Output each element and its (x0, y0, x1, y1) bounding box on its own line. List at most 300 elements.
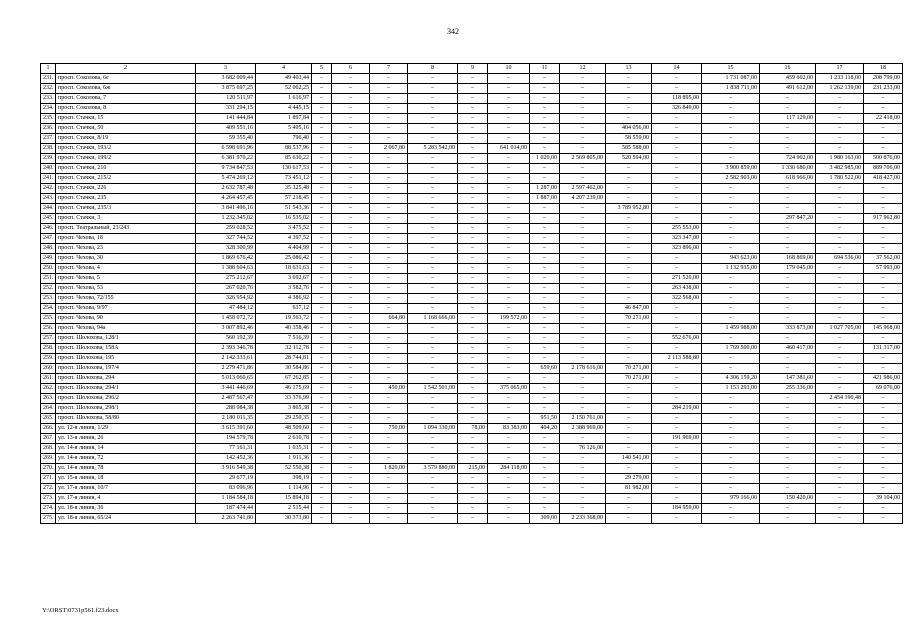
value-cell: – (606, 384, 652, 394)
address-cell: просп. Чехова, 72/155 (56, 294, 196, 304)
value-cell: – (606, 234, 652, 244)
value-cell: – (760, 134, 816, 144)
value-cell: – (370, 374, 408, 384)
value-cell: 29 279,00 (606, 474, 652, 484)
value-cell: 2 113 588,80 (652, 354, 702, 364)
row-number-cell: 231. (41, 74, 56, 84)
value-cell: 255 336,00 (760, 384, 816, 394)
value-cell: – (864, 414, 903, 424)
value-cell: – (864, 334, 903, 344)
address-cell: ул. 14-я линия, 72 (56, 454, 196, 464)
value-cell: 1 232 345,02 (196, 214, 256, 224)
value-cell: – (560, 224, 606, 234)
value-cell: – (652, 124, 702, 134)
value-cell: 29 677,19 (196, 474, 256, 484)
value-cell: – (560, 394, 606, 404)
table-row (41, 374, 903, 384)
value-cell: – (312, 494, 332, 504)
value-cell: – (816, 504, 864, 514)
value-cell: – (370, 174, 408, 184)
value-cell: – (408, 284, 458, 294)
value-cell: 917 962,80 (864, 214, 903, 224)
value-cell: – (408, 324, 458, 334)
table-row (41, 124, 903, 134)
value-cell: 37 562,00 (864, 254, 903, 264)
value-cell: – (760, 294, 816, 304)
value-cell: 724 902,00 (760, 154, 816, 164)
value-cell: – (312, 104, 332, 114)
table-row (41, 454, 903, 464)
value-cell: – (606, 174, 652, 184)
header-cell: 16 (760, 64, 816, 74)
value-cell: 1 287,00 (530, 184, 560, 194)
address-cell: просп. Чехова, 23 (56, 244, 196, 254)
value-cell: 421 986,00 (864, 374, 903, 384)
value-cell: – (760, 334, 816, 344)
header-cell: 6 (332, 64, 370, 74)
value-cell: – (760, 424, 816, 434)
value-cell: – (560, 104, 606, 114)
value-cell: – (458, 374, 488, 384)
value-cell: 979 166,00 (702, 494, 760, 504)
value-cell: – (816, 204, 864, 214)
row-number-cell: 242. (41, 184, 56, 194)
value-cell: 77 161,31 (196, 444, 256, 454)
row-number-cell: 238. (41, 144, 56, 154)
address-cell: ул. 18-я линия, 36 (56, 504, 196, 514)
value-cell: – (760, 304, 816, 314)
value-cell: – (702, 94, 760, 104)
value-cell: 2 279 471,86 (196, 364, 256, 374)
table-row (41, 434, 903, 444)
value-cell: 3 482 985,00 (816, 164, 864, 174)
value-cell: – (864, 244, 903, 254)
value-cell: – (488, 304, 530, 314)
value-cell: – (530, 284, 560, 294)
address-cell: просп. Чехова, 18 (56, 234, 196, 244)
value-cell: – (488, 194, 530, 204)
value-cell: – (370, 274, 408, 284)
value-cell: – (606, 104, 652, 114)
value-cell: – (702, 484, 760, 494)
value-cell: – (560, 494, 606, 504)
value-cell: – (606, 84, 652, 94)
value-cell: – (560, 384, 606, 394)
value-cell: – (864, 234, 903, 244)
value-cell: – (560, 74, 606, 84)
value-cell: – (652, 464, 702, 474)
value-cell: – (332, 154, 370, 164)
value-cell: – (458, 184, 488, 194)
value-cell: – (864, 204, 903, 214)
value-cell: – (370, 284, 408, 294)
value-cell: 2 515,44 (256, 504, 312, 514)
value-cell: – (370, 504, 408, 514)
value-cell: – (408, 434, 458, 444)
value-cell: – (312, 244, 332, 254)
value-cell: – (458, 344, 488, 354)
value-cell: – (864, 224, 903, 234)
row-number-cell: 266. (41, 424, 56, 434)
value-cell: – (408, 74, 458, 84)
value-cell: 326 954,92 (196, 294, 256, 304)
value-cell: 199 572,00 (488, 314, 530, 324)
value-cell: 184 959,00 (652, 504, 702, 514)
row-number-cell: 248. (41, 244, 56, 254)
value-cell: – (652, 114, 702, 124)
value-cell: – (312, 424, 332, 434)
value-cell: 4 445,15 (256, 104, 312, 114)
row-number-cell: 256. (41, 324, 56, 334)
address-cell: просп. Шолохова, 197/4 (56, 364, 196, 374)
value-cell: – (488, 444, 530, 454)
value-cell: – (530, 124, 560, 134)
value-cell: – (530, 114, 560, 124)
value-cell: 664,80 (370, 314, 408, 324)
value-cell: – (312, 174, 332, 184)
value-cell: 1 542 501,00 (408, 384, 458, 394)
value-cell: – (816, 104, 864, 114)
value-cell: – (864, 104, 903, 114)
row-number-cell: 259. (41, 354, 56, 364)
value-cell: – (488, 334, 530, 344)
value-cell: – (458, 144, 488, 154)
value-cell: 404 056,00 (606, 124, 652, 134)
value-cell: – (408, 304, 458, 314)
value-cell: – (652, 214, 702, 224)
value-cell: – (488, 504, 530, 514)
value-cell: 275 212,67 (196, 274, 256, 284)
file-path-footer: Y:\ORST\0731p561.f23.docx (42, 607, 119, 614)
value-cell: 1 887,00 (530, 194, 560, 204)
value-cell: 117 129,00 (760, 114, 816, 124)
value-cell: – (560, 204, 606, 214)
value-cell: – (408, 124, 458, 134)
value-cell: – (816, 244, 864, 254)
value-cell: – (560, 244, 606, 254)
address-cell: просп. Театральный, 23/243 (56, 224, 196, 234)
value-cell: 4 264 457,45 (196, 194, 256, 204)
address-cell: просп. Стачки, 193/2 (56, 144, 196, 154)
value-cell: 327 744,52 (196, 234, 256, 244)
value-cell: – (760, 124, 816, 134)
value-cell: – (312, 314, 332, 324)
value-cell: – (864, 424, 903, 434)
value-cell: – (760, 194, 816, 204)
value-cell: 259 028,52 (196, 224, 256, 234)
value-cell: – (816, 484, 864, 494)
value-cell: – (530, 294, 560, 304)
value-cell: – (530, 434, 560, 444)
value-cell: – (332, 264, 370, 274)
value-cell: 1 114,96 (256, 484, 312, 494)
row-number-cell: 246. (41, 224, 56, 234)
value-cell: 255 553,00 (652, 224, 702, 234)
value-cell: 271 520,00 (652, 274, 702, 284)
value-cell: – (606, 344, 652, 354)
value-cell: – (652, 514, 702, 524)
value-cell: – (702, 444, 760, 454)
value-cell: – (606, 224, 652, 234)
value-cell: – (606, 164, 652, 174)
value-cell: – (816, 514, 864, 524)
value-cell: – (488, 434, 530, 444)
value-cell: – (702, 304, 760, 314)
value-cell: – (458, 394, 488, 404)
value-cell: – (864, 444, 903, 454)
value-cell: – (652, 194, 702, 204)
value-cell: – (816, 404, 864, 414)
value-cell: – (312, 94, 332, 104)
value-cell: – (458, 134, 488, 144)
value-cell: – (606, 194, 652, 204)
value-cell: – (652, 74, 702, 84)
value-cell: 2 233 368,00 (560, 514, 606, 524)
address-cell: ул. 13-я линия, 26 (56, 434, 196, 444)
value-cell: – (408, 244, 458, 254)
value-cell: 2 142 333,61 (196, 354, 256, 364)
value-cell: 2 597 462,00 (560, 184, 606, 194)
value-cell: – (606, 434, 652, 444)
value-cell: – (606, 414, 652, 424)
value-cell: – (864, 364, 903, 374)
value-cell: – (332, 224, 370, 234)
address-cell: просп. Шолохова, 195 (56, 354, 196, 364)
table-row (41, 224, 903, 234)
value-cell: – (816, 284, 864, 294)
value-cell: – (652, 474, 702, 484)
value-cell: 140 541,00 (606, 454, 652, 464)
value-cell: 1 769 500,00 (702, 344, 760, 354)
row-number-cell: 244. (41, 204, 56, 214)
value-cell: – (312, 164, 332, 174)
value-cell: – (408, 334, 458, 344)
value-cell: – (864, 504, 903, 514)
value-cell: – (488, 94, 530, 104)
value-cell: – (458, 334, 488, 344)
value-cell: – (458, 484, 488, 494)
value-cell: – (530, 354, 560, 364)
value-cell: 1 020,00 (530, 154, 560, 164)
address-cell: ул. 14-я линия, 78 (56, 464, 196, 474)
value-cell: – (488, 324, 530, 334)
value-cell: 1 094 330,00 (408, 424, 458, 434)
value-cell: 4 397,52 (256, 234, 312, 244)
value-cell: – (312, 234, 332, 244)
value-cell: – (488, 104, 530, 114)
value-cell: – (370, 484, 408, 494)
address-cell: просп. Шолохова, 128/1 (56, 334, 196, 344)
value-cell: 1 330 680,00 (760, 164, 816, 174)
value-cell: – (816, 274, 864, 284)
value-cell: – (408, 224, 458, 234)
value-cell: – (408, 204, 458, 214)
value-cell: – (332, 384, 370, 394)
value-cell: – (312, 184, 332, 194)
row-number-cell: 243. (41, 194, 56, 204)
value-cell: 637,12 (256, 304, 312, 314)
value-cell: – (332, 324, 370, 334)
value-cell: 187 474,44 (196, 504, 256, 514)
table-row (41, 104, 903, 114)
value-cell: – (760, 394, 816, 404)
value-cell: 70 271,00 (606, 374, 652, 384)
value-cell: – (458, 164, 488, 174)
value-cell: 16 535,02 (256, 214, 312, 224)
table-row (41, 154, 903, 164)
header-cell: 10 (488, 64, 530, 74)
value-cell: – (760, 94, 816, 104)
address-cell: просп. Шолохова, 58/80 (56, 414, 196, 424)
value-cell: – (312, 334, 332, 344)
value-cell: 267 020,76 (196, 284, 256, 294)
value-cell: – (332, 274, 370, 284)
value-cell: – (312, 454, 332, 464)
value-cell: – (816, 364, 864, 374)
value-cell: – (312, 344, 332, 354)
value-cell: – (458, 294, 488, 304)
value-cell: 22 418,00 (864, 114, 903, 124)
value-cell: – (312, 484, 332, 494)
value-cell: – (408, 164, 458, 174)
address-cell: просп. Шолохова, 294/1 (56, 384, 196, 394)
value-cell: – (530, 104, 560, 114)
value-cell: – (652, 164, 702, 174)
value-cell: – (408, 94, 458, 104)
value-cell: 889 706,00 (864, 164, 903, 174)
value-cell: – (312, 224, 332, 234)
table-row (41, 464, 903, 474)
value-cell: – (560, 464, 606, 474)
value-cell: 208 799,00 (864, 74, 903, 84)
value-cell: – (702, 504, 760, 514)
value-cell: – (312, 274, 332, 284)
table-row (41, 274, 903, 284)
value-cell: – (370, 104, 408, 114)
value-cell: – (760, 104, 816, 114)
value-cell: – (312, 514, 332, 524)
table-row (41, 114, 903, 124)
value-cell: – (864, 454, 903, 464)
value-cell: – (606, 494, 652, 504)
address-cell: просп. Чехова, 94а (56, 324, 196, 334)
value-cell: 1 780 522,00 (816, 174, 864, 184)
table-row (41, 84, 903, 94)
value-cell: – (606, 324, 652, 334)
table-row (41, 304, 903, 314)
value-cell: – (864, 464, 903, 474)
value-cell: – (488, 284, 530, 294)
value-cell: 88 537,96 (256, 144, 312, 154)
value-cell: – (702, 194, 760, 204)
value-cell: – (488, 254, 530, 264)
table-row (41, 314, 903, 324)
value-cell: – (408, 404, 458, 414)
address-cell: просп. Стачки, 210 (56, 164, 196, 174)
value-cell: 81 982,00 (606, 484, 652, 494)
table-row (41, 414, 903, 424)
value-cell: – (702, 434, 760, 444)
value-cell: 1 262 139,00 (816, 84, 864, 94)
header-cell: 17 (816, 64, 864, 74)
value-cell: 4 207 239,00 (560, 194, 606, 204)
table-row (41, 424, 903, 434)
value-cell: – (560, 114, 606, 124)
row-number-cell: 272. (41, 484, 56, 494)
value-cell: 85 630,22 (256, 154, 312, 164)
value-cell: – (816, 424, 864, 434)
row-number-cell: 235. (41, 114, 56, 124)
header-cell: 14 (652, 64, 702, 74)
value-cell: – (332, 74, 370, 84)
value-cell: – (408, 444, 458, 454)
value-cell: – (458, 224, 488, 234)
value-cell: 70 271,00 (606, 314, 652, 324)
value-cell: 2 388 969,00 (560, 424, 606, 434)
value-cell: – (816, 434, 864, 444)
value-cell: – (652, 454, 702, 464)
value-cell: – (370, 154, 408, 164)
value-cell: – (702, 414, 760, 424)
value-cell: 1 838 711,00 (702, 84, 760, 94)
value-cell: – (370, 494, 408, 504)
value-cell: 46 847,00 (606, 304, 652, 314)
row-number-cell: 237. (41, 134, 56, 144)
value-cell: – (370, 194, 408, 204)
value-cell: – (702, 214, 760, 224)
value-cell: – (370, 214, 408, 224)
value-cell: – (488, 414, 530, 424)
value-cell: – (530, 454, 560, 464)
value-cell: – (488, 204, 530, 214)
value-cell: 2 180 011,35 (196, 414, 256, 424)
value-cell: 4 306 159,20 (702, 374, 760, 384)
value-cell: – (408, 274, 458, 284)
value-cell: – (816, 344, 864, 354)
header-cell: 9 (458, 64, 488, 74)
table-row (41, 94, 903, 104)
value-cell: – (702, 124, 760, 134)
value-cell: 30 584,86 (256, 364, 312, 374)
value-cell: – (370, 224, 408, 234)
value-cell: – (760, 444, 816, 454)
value-cell: – (560, 124, 606, 134)
row-number-cell: 255. (41, 314, 56, 324)
value-cell: – (458, 474, 488, 484)
value-cell: 76 126,00 (560, 444, 606, 454)
value-cell: 191 969,00 (652, 434, 702, 444)
value-cell: 288 084,38 (196, 404, 256, 414)
row-number-cell: 269. (41, 454, 56, 464)
value-cell: – (760, 464, 816, 474)
value-cell: 560 192,39 (196, 334, 256, 344)
value-cell: – (332, 184, 370, 194)
value-cell: – (332, 174, 370, 184)
value-cell: 48 509,60 (256, 424, 312, 434)
value-cell: – (652, 134, 702, 144)
value-cell: – (458, 264, 488, 274)
table-row (41, 344, 903, 354)
value-cell: – (702, 284, 760, 294)
value-cell: – (312, 154, 332, 164)
value-cell: – (488, 344, 530, 354)
value-cell: – (488, 184, 530, 194)
value-cell: – (816, 194, 864, 204)
value-cell: 309,00 (530, 514, 560, 524)
value-cell: – (458, 114, 488, 124)
value-cell: – (312, 254, 332, 264)
table-row (41, 334, 903, 344)
